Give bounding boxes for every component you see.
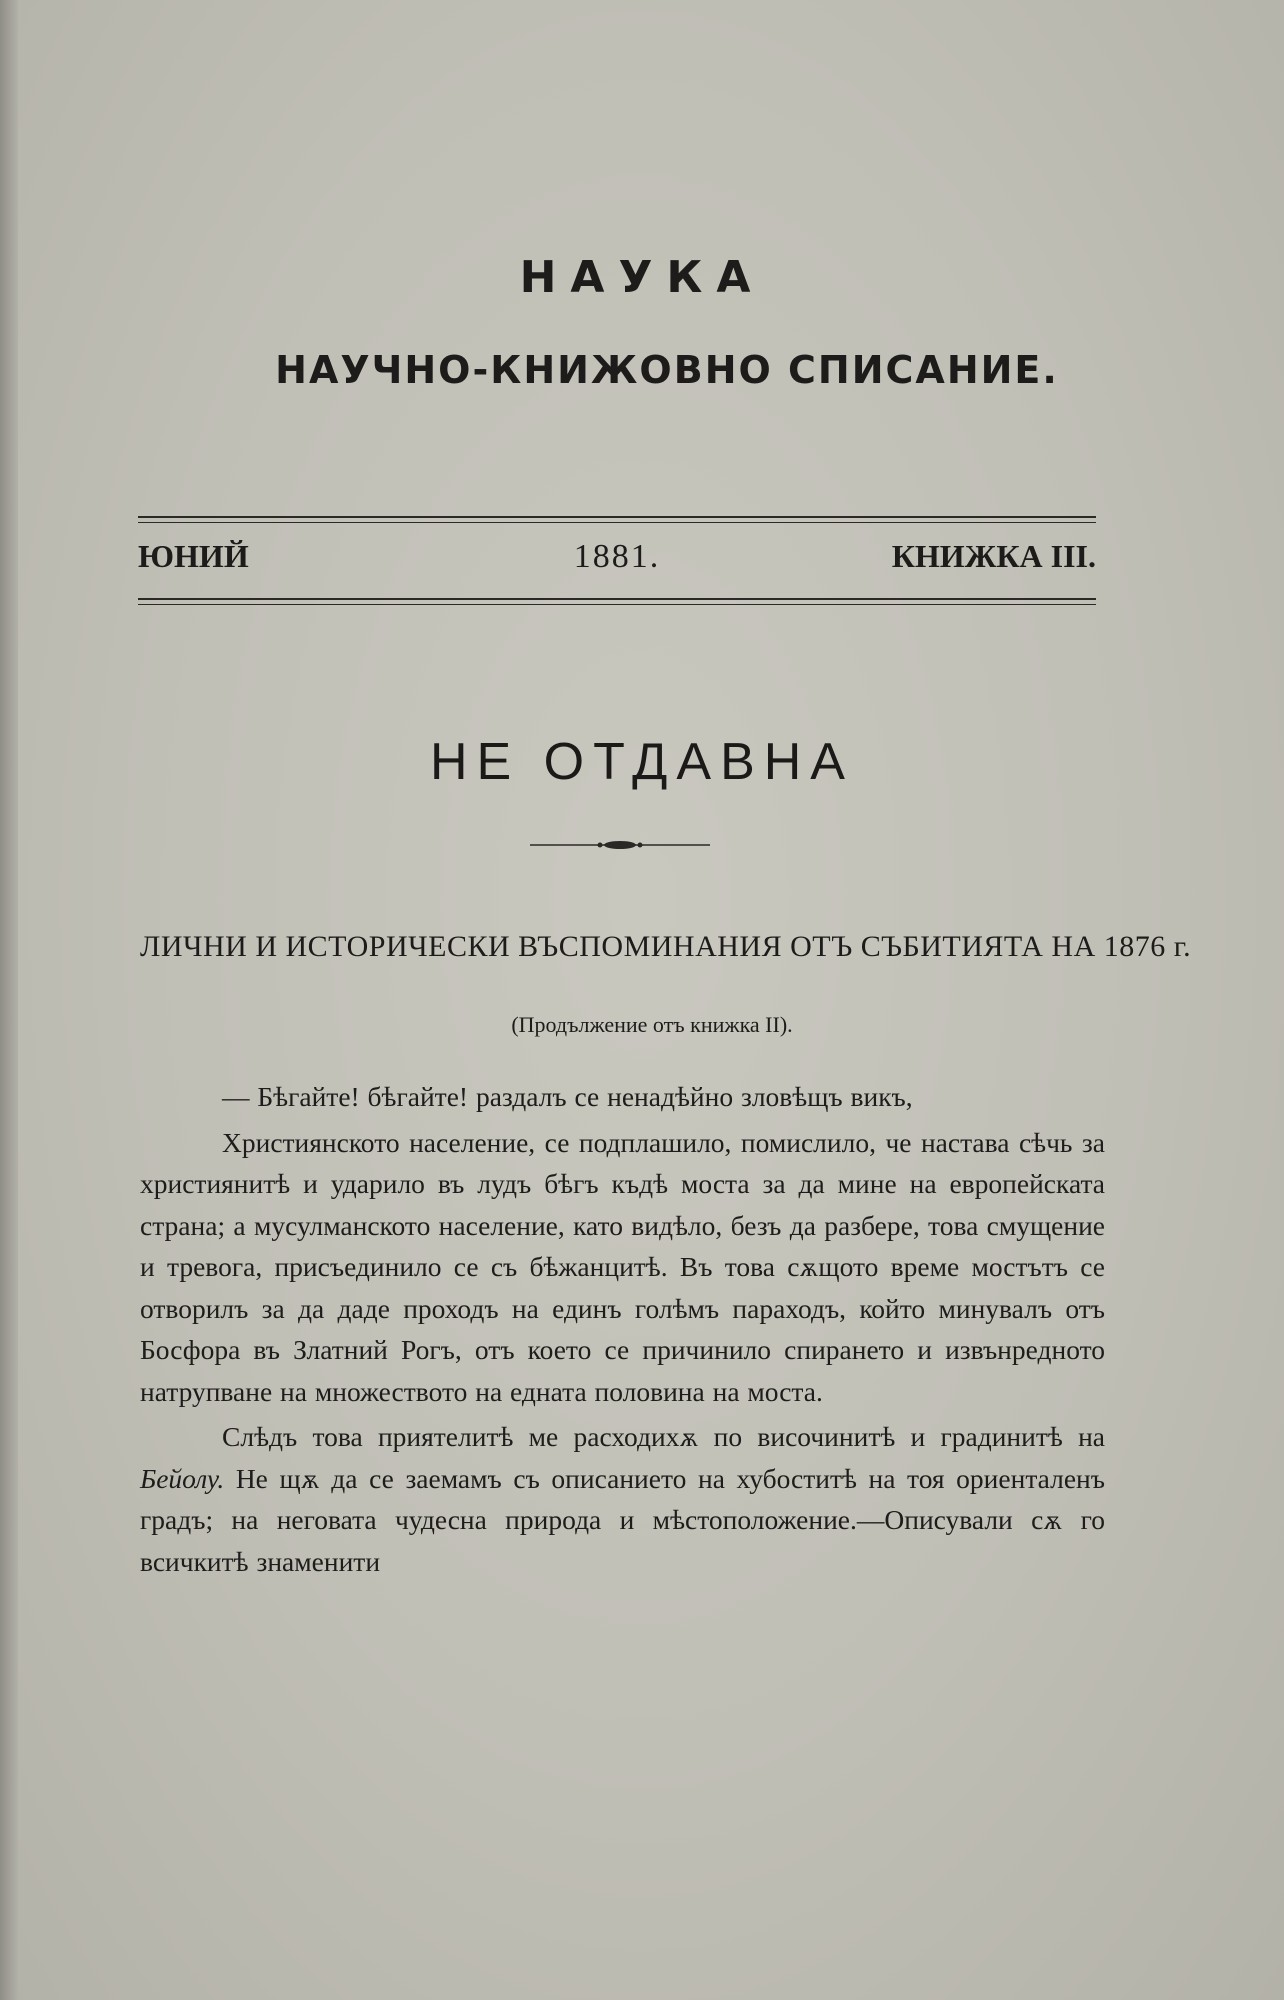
article-body bbox=[140, 1076, 1105, 1582]
masthead-row bbox=[138, 538, 1096, 588]
issue-number: КНИЖКА III. bbox=[891, 538, 1096, 574]
masthead-rule-top bbox=[138, 516, 1096, 523]
place-name-emphasis: Бейолу. bbox=[140, 1462, 225, 1494]
issue-month: ЮНИЙ bbox=[138, 538, 249, 574]
paragraph: — Бѣгайте! бѣгайте! раздалъ се ненадѣйно зловѣщъ викъ, bbox=[222, 1081, 913, 1112]
ornament-divider-icon bbox=[530, 836, 710, 854]
journal-subtitle: НАУЧНО-КНИЖОВНО СПИСАНИЕ. bbox=[275, 348, 1059, 392]
issue-year: 1881. bbox=[573, 538, 661, 575]
section-heading: ЛИЧНИ И ИСТОРИЧЕСКИ ВЪСПОМИНАНИЯ ОТЪ СЪБИТИЯТА НА 1876 г. bbox=[140, 930, 1192, 963]
paragraph: Християнското население, се подплашило, помислило, че настава сѣчь за християнитѣ и ударило въ лудъ бѣгъ къдѣ моста за да мине на европейската страна; а мусулманското население, като видѣло, безъ да разбере, това смущение и тревога, присъединило се съ бѣжанцитѣ. Въ това сѫщото време мостътъ се отворилъ за да даде проходъ на единъ голѣмъ параходъ, който минувалъ отъ Босфора въ Златний Рогъ, отъ което се причинило спирането и извънредното натрупване на множеството на едната половина на моста. bbox=[140, 1126, 1105, 1407]
paragraph bbox=[140, 1416, 1105, 1582]
continuation-note: (Продължение отъ книжка II). bbox=[511, 1012, 793, 1037]
article-title: НЕ ОТДАВНА bbox=[430, 733, 854, 791]
paragraph-text: Слѣдъ това приятелитѣ ме расходихѫ по височинитѣ и градинитѣ на bbox=[222, 1421, 1105, 1452]
journal-title: НАУКА bbox=[519, 252, 765, 303]
masthead-rule-bottom bbox=[138, 598, 1096, 605]
paragraph-text: Не щѫ да се заемамъ съ описанието на хубоститѣ на тоя ориенталенъ градъ; на неговата чудесна природа и мѣстоположение.—Описували сѫ го всичкитѣ знаменити bbox=[140, 1462, 1105, 1577]
